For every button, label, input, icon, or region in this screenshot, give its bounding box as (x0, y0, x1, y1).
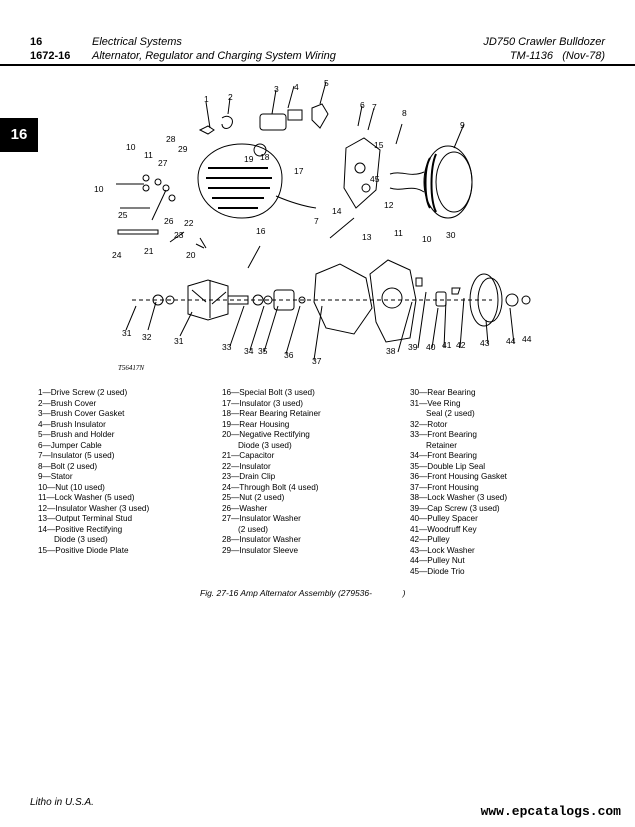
callout-number: 5 (324, 78, 329, 88)
manual-number: TM-1136 (509, 50, 554, 62)
callout-number: 22 (184, 218, 194, 228)
legend-item: 29—Insulator Sleeve (222, 545, 299, 555)
callout-number: 7 (372, 102, 377, 112)
header-rule (0, 64, 635, 66)
legend-item: 6—Jumper Cable (38, 440, 102, 450)
subsection-title: Alternator, Regulator and Charging System Wiring (92, 50, 336, 62)
callout-number: 21 (144, 246, 154, 256)
legend-item: 19—Rear Housing (222, 419, 290, 429)
legend-item: 23—Drain Clip (222, 472, 276, 481)
callout-number: 36 (284, 350, 294, 360)
legend-item: 39—Cap Screw (3 used) (410, 503, 500, 513)
callout-number: 11 (144, 150, 153, 160)
callout-number: 43 (480, 338, 490, 348)
machine-title: JD750 Crawler Bulldozer (483, 36, 605, 48)
callout-number: 2 (228, 92, 233, 102)
callout-number: 29 (178, 144, 188, 154)
callout-number: 30 (446, 230, 456, 240)
ref-code: 1672-16 (30, 50, 71, 62)
legend-item: Seal (2 used) (426, 409, 475, 418)
alternator-exploded-diagram (80, 78, 550, 368)
legend-item: 7—Insulator (5 used) (38, 451, 115, 460)
manual-ref (510, 50, 605, 62)
legend-item: 45—Diode Trio (410, 566, 465, 576)
callout-number: 42 (456, 340, 466, 350)
legend-item: 20—Negative Rectifying (222, 430, 310, 439)
callout-number: 9 (460, 120, 465, 130)
callout-number: 44 (506, 336, 516, 346)
callout-number: 10 (94, 184, 104, 194)
section-tab: 16 (0, 118, 38, 152)
callout-number: 28 (166, 134, 176, 144)
legend-item: 12—Insulator Washer (3 used) (38, 503, 150, 513)
legend-item: Retainer (426, 440, 457, 450)
legend-item: 35—Double Lip Seal (410, 461, 486, 471)
callout-number: 6 (360, 100, 365, 110)
callout-number: 16 (256, 226, 266, 236)
legend-item: 25—Nut (2 used) (222, 493, 285, 502)
legend-item: Diode (3 used) (238, 440, 292, 450)
legend-item: 32—Rotor (410, 419, 448, 429)
legend-item: 8—Bolt (2 used) (38, 461, 98, 471)
callout-number: 25 (118, 210, 128, 220)
callout-number: 10 (422, 234, 432, 244)
callout-number: 4 (294, 82, 299, 92)
callout-number: 23 (174, 230, 184, 240)
legend-column-1 (38, 388, 149, 556)
legend-item: 1—Drive Screw (2 used) (38, 388, 128, 397)
callout-number: 18 (260, 152, 270, 162)
callout-number: 7 (314, 216, 319, 226)
callout-number: 1 (204, 94, 209, 104)
callout-number: 38 (386, 346, 396, 356)
legend-item: 16—Special Bolt (3 used) (222, 388, 315, 397)
legend-item: 13—Output Terminal Stud (38, 514, 133, 523)
callout-number: 27 (158, 158, 168, 168)
legend-item: 15—Positive Diode Plate (38, 545, 129, 555)
callout-number: 37 (312, 356, 322, 366)
callout-number: 31 (174, 336, 184, 346)
litho-footer: Litho in U.S.A. (30, 797, 94, 808)
legend-item: 24—Through Bolt (4 used) (222, 482, 319, 492)
legend-item: (2 used) (238, 524, 269, 534)
legend-item: 5—Brush and Holder (38, 430, 115, 439)
legend-item: 11—Lock Washer (5 used) (38, 493, 135, 502)
legend-item: 28—Insulator Washer (222, 535, 301, 544)
callout-number: 10 (126, 142, 136, 152)
legend-item: 3—Brush Cover Gasket (38, 409, 125, 418)
callout-number: 13 (362, 232, 372, 242)
figure-number: T56417N (118, 364, 145, 372)
legend-item: Diode (3 used) (54, 535, 108, 544)
legend-item: 44—Pulley Nut (410, 556, 465, 565)
legend-item: 17—Insulator (3 used) (222, 398, 304, 408)
callout-number: 19 (244, 154, 254, 164)
legend-item: 30—Rear Bearing (410, 388, 476, 397)
legend-item: 34—Front Bearing (410, 451, 477, 460)
callout-number: 8 (402, 108, 407, 118)
legend-column-3 (410, 388, 507, 577)
callout-number: 35 (258, 346, 268, 356)
page-number: 16 (30, 36, 43, 48)
website-watermark: www.epcatalogs.com (480, 804, 621, 819)
manual-date: (Nov-78) (562, 50, 605, 62)
legend-item: 4—Brush Insulator (38, 419, 106, 429)
legend-item: 40—Pulley Spacer (410, 514, 478, 523)
legend-item: 43—Lock Washer (410, 545, 475, 555)
legend-item: 42—Pulley (410, 535, 450, 544)
callout-number: 12 (384, 200, 394, 210)
legend-item: 36—Front Housing Gasket (410, 472, 507, 481)
callout-number: 39 (408, 342, 418, 352)
callout-number: 32 (142, 332, 152, 342)
callout-number: 15 (374, 140, 384, 150)
caption-close: ) (402, 588, 406, 598)
figure-caption (200, 588, 406, 598)
legend-item: 2—Brush Cover (38, 398, 97, 408)
callout-number: 3 (274, 84, 279, 94)
callout-number: 40 (426, 342, 436, 352)
legend-item: 21—Capacitor (222, 451, 275, 460)
legend-item: 18—Rear Bearing Retainer (222, 409, 321, 418)
legend-item: 9—Stator (38, 472, 73, 481)
legend-item: 14—Positive Rectifying (38, 524, 123, 534)
callout-number: 44 (522, 334, 532, 344)
legend-item: 37—Front Housing (410, 482, 479, 492)
callout-number: 41 (442, 340, 452, 350)
legend-item: 26—Washer (222, 503, 268, 513)
callout-number: 20 (186, 250, 196, 260)
callout-number: 26 (164, 216, 174, 226)
caption-text: Fig. 27-16 Amp Alternator Assembly (279536- (200, 588, 372, 598)
legend-item: 22—Insulator (222, 461, 271, 471)
legend-column-2 (222, 388, 321, 556)
legend-item: 38—Lock Washer (3 used) (410, 493, 508, 502)
callout-number: 34 (244, 346, 254, 356)
callout-number: 17 (294, 166, 304, 176)
section-title: Electrical Systems (92, 36, 182, 48)
callout-number: 33 (222, 342, 232, 352)
callout-number: 11 (394, 228, 403, 238)
callout-number: 14 (332, 206, 342, 216)
legend-item: 31—Vee Ring (410, 398, 461, 408)
legend-item: 33—Front Bearing (410, 430, 477, 439)
legend-item: 27—Insulator Washer (222, 514, 301, 523)
callout-number: 31 (122, 328, 132, 338)
callout-number: 24 (112, 250, 122, 260)
callout-number: 45 (370, 174, 380, 184)
legend-item: 41—Woodruff Key (410, 524, 477, 534)
legend-item: 10—Nut (10 used) (38, 482, 105, 492)
